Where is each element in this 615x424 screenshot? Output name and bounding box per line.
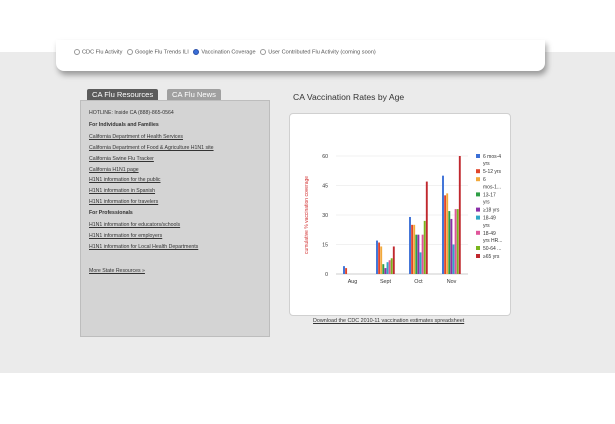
link-h1n1-spanish[interactable]: H1N1 information in Spanish — [89, 188, 156, 194]
y-tick-label: 15 — [322, 242, 328, 249]
chart-title: CA Vaccination Rates by Age — [293, 92, 405, 102]
download-spreadsheet-link[interactable]: Download the CDC 2010-11 vaccination estimates spreadsheet — [313, 318, 465, 324]
bar — [417, 235, 419, 274]
link-h1n1-travelers[interactable]: H1N1 information for travelers — [89, 199, 159, 205]
y-axis-label: cumulative % vaccination coverage — [304, 175, 310, 255]
x-tick-label: Nov — [446, 279, 457, 285]
link-ca-swine-flu-tracker[interactable]: California Swine Flu Tracker — [89, 156, 154, 162]
bar — [450, 219, 452, 274]
bar — [378, 243, 380, 274]
bar — [442, 176, 444, 274]
radio-label: CDC Flu Activity — [82, 49, 123, 56]
link-ca-dept-health-services[interactable]: California Department of Health Services — [89, 134, 183, 140]
bar — [389, 260, 391, 274]
individuals-heading: For Individuals and Families — [89, 122, 159, 128]
legend-label: yrs — [483, 161, 490, 168]
bar — [455, 209, 457, 274]
data-layer-radio-group — [74, 49, 379, 55]
legend-label: 6 — [483, 177, 486, 184]
y-tick-label: 45 — [322, 183, 328, 190]
radio-circle-icon[interactable] — [260, 49, 266, 55]
bar — [453, 245, 455, 275]
bar — [426, 182, 428, 274]
legend-label: 5-12 yrs — [483, 169, 502, 176]
radio-google-flu-trends[interactable] — [127, 49, 189, 55]
bar — [391, 258, 393, 274]
x-tick-label: Aug — [347, 279, 358, 285]
vaccination-bar-chart — [290, 114, 510, 315]
legend-swatch — [476, 154, 480, 158]
legend-label: ≥18 yrs — [483, 207, 500, 214]
y-tick-label: 30 — [322, 213, 328, 219]
link-ca-dept-food-agriculture[interactable]: California Department of Food & Agriculture H1N1 site — [89, 145, 214, 151]
legend-swatch — [476, 246, 480, 250]
bar — [411, 225, 413, 274]
bar — [459, 156, 461, 274]
bar — [448, 211, 450, 274]
tab-flu-news[interactable]: CA Flu News — [167, 89, 221, 100]
legend-swatch — [476, 177, 480, 181]
link-h1n1-employers[interactable]: H1N1 information for employers — [89, 233, 163, 239]
bar — [457, 209, 459, 274]
link-h1n1-public[interactable]: H1N1 information for the public — [89, 177, 161, 183]
radio-label: User Contributed Flu Activity (coming soon) — [268, 49, 376, 56]
bar — [380, 246, 382, 274]
legend-label: 13-17 — [483, 192, 496, 199]
x-tick-label: Oct — [414, 279, 423, 285]
link-ca-h1n1-page[interactable]: California H1N1 page — [89, 167, 139, 173]
legend-swatch — [476, 216, 480, 220]
radio-circle-icon[interactable] — [74, 49, 80, 55]
legend-label: yrs — [483, 222, 490, 229]
radio-label: Vaccination Coverage — [201, 49, 256, 56]
chart-container — [289, 113, 511, 316]
tab-flu-resources[interactable]: CA Flu Resources — [87, 89, 158, 100]
legend-label: yrs — [483, 199, 490, 206]
bar — [422, 235, 424, 274]
bar — [345, 268, 347, 274]
radio-circle-icon[interactable] — [127, 49, 133, 55]
bar — [446, 193, 448, 274]
legend-swatch — [476, 254, 480, 258]
x-tick-label: Sept — [379, 279, 392, 285]
map-options-panel — [56, 40, 545, 71]
bar — [343, 266, 345, 274]
link-h1n1-local-health-depts[interactable]: H1N1 information for Local Health Departments — [89, 244, 199, 250]
bar — [393, 246, 395, 274]
hotline-text: HOTLINE: Inside CA (888)-865-0564 — [89, 110, 174, 116]
legend-swatch — [476, 231, 480, 235]
radio-selected-icon[interactable] — [193, 49, 199, 55]
bar — [382, 264, 384, 274]
legend-label: 18-49 — [483, 215, 496, 222]
legend-label: 6 mos-4 — [483, 154, 502, 160]
radio-label: Google Flu Trends ILI — [134, 49, 189, 56]
bar — [387, 262, 389, 274]
legend-label: mos-1... — [483, 184, 502, 191]
legend-label: 50-64 ... — [483, 246, 502, 252]
radio-cdc-flu-activity[interactable] — [74, 49, 122, 55]
legend-label: yrs HR... — [483, 238, 503, 244]
link-h1n1-educators[interactable]: H1N1 information for educators/schools — [89, 222, 181, 228]
bottom-area — [0, 373, 615, 424]
bar — [413, 225, 415, 274]
bar — [424, 221, 426, 274]
y-tick-label: 60 — [322, 154, 328, 160]
more-state-resources-link[interactable]: More State Resources » — [89, 268, 145, 274]
legend-swatch — [476, 169, 480, 173]
y-tick-label: 0 — [325, 272, 328, 278]
bar — [444, 195, 446, 274]
bar — [384, 268, 386, 274]
bar — [409, 217, 411, 274]
professionals-heading: For Professionals — [89, 210, 133, 216]
radio-user-contributed[interactable] — [260, 49, 376, 55]
legend-swatch — [476, 208, 480, 212]
legend-swatch — [476, 192, 480, 196]
bar — [376, 241, 378, 274]
bar — [415, 235, 417, 274]
radio-vaccination-coverage[interactable] — [193, 49, 255, 55]
legend-label: ≥65 yrs — [483, 254, 500, 260]
bar — [420, 252, 422, 274]
legend-label: 18-49 — [483, 230, 496, 237]
resources-panel — [80, 100, 270, 337]
